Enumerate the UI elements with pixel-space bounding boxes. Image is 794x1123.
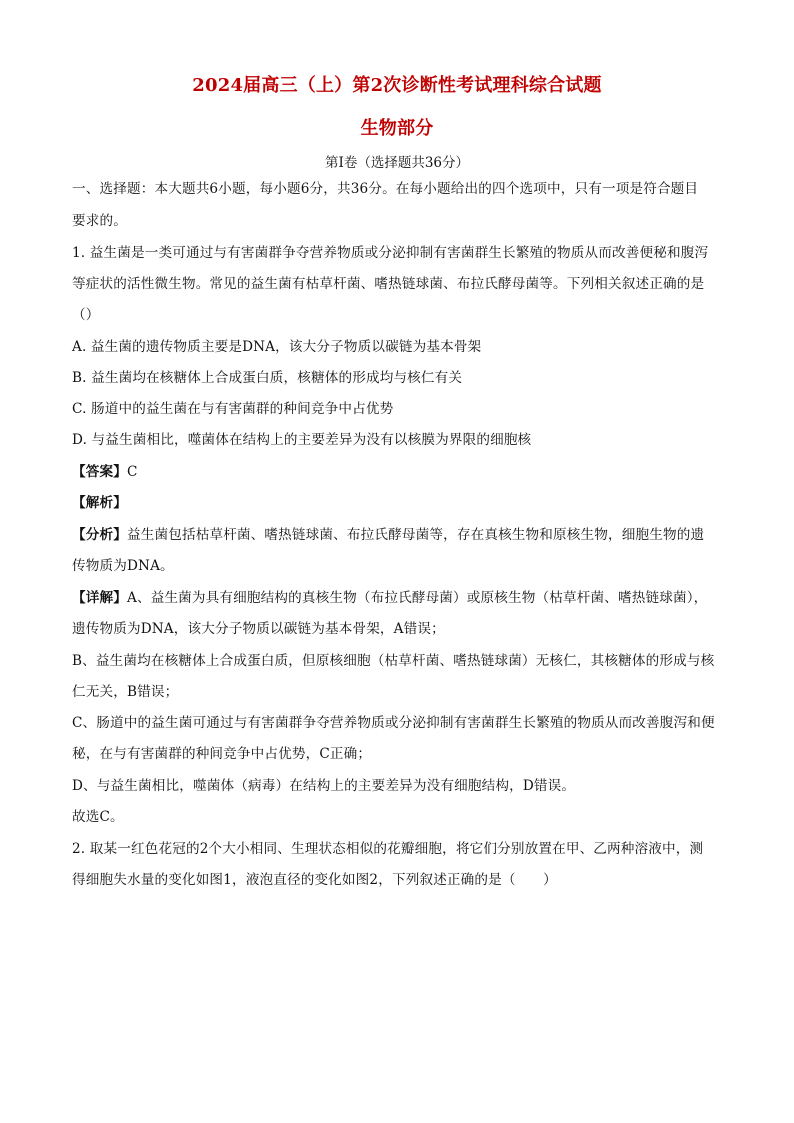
xiangjie-text-1: A、益生菌为具有细胞结构的真核生物（布拉氏酵母菌）或原核生物（枯草杆菌、嗜热链球菌）， [126, 590, 708, 606]
q1-xiangjie-line-2: 遗传物质为DNA，该大分子物质以碳链为基本骨架，A错误； [72, 621, 445, 637]
q1-option-d: D. 与益生菌相比，噬菌体在结构上的主要差异为没有以核膜为界限的细胞核 [72, 432, 532, 448]
q1-explain-b-line-1: B、益生菌均在核糖体上合成蛋白质，但原核细胞（枯草杆菌、嗜热链球菌）无核仁，其核糖体的形成与核 [72, 653, 715, 669]
answer-label: 【答案】 [72, 464, 127, 480]
q1-stem-line-1: 1. 益生菌是一类可通过与有害菌群争夺营养物质或分泌抑制有害菌群生长繁殖的物质从而改善便秘和腹泻 [72, 245, 709, 261]
q1-option-b: B. 益生菌均在核糖体上合成蛋白质，核糖体的形成均与核仁有关 [72, 370, 463, 386]
q2-stem-line-2: 得细胞失水量的变化如图1，液泡直径的变化如图2，下列叙述正确的是（ ） [72, 872, 557, 888]
fenxi-text-1: 益生菌包括枯草杆菌、嗜热链球菌、布拉氏酵母菌等，存在真核生物和原核生物，细胞生物的遗 [126, 527, 705, 543]
answer-value: C [126, 464, 138, 480]
section-heading: 第Ⅰ卷（选择题共36分） [324, 155, 469, 171]
q1-xiangjie-line-1 [72, 589, 732, 607]
q1-fenxi-line-1 [72, 526, 732, 544]
q2-stem-line-1: 2. 取某一红色花冠的2个大小相同、生理状态相似的花瓣细胞，将它们分别放置在甲、乙两种溶液中，测 [72, 841, 704, 857]
analysis-label: 【解析】 [72, 495, 127, 511]
q1-explain-d: D、与益生菌相比，噬菌体（病毒）在结构上的主要差异为没有细胞结构，D错误。 [72, 778, 576, 794]
xiangjie-label: 【详解】 [72, 590, 127, 606]
q1-explain-c-line-2: 秘，在与有害菌群的种间竞争中占优势，C正确； [72, 746, 372, 762]
q1-option-c: C. 肠道中的益生菌在与有害菌群的种间竞争中占优势 [72, 401, 394, 417]
q1-answer [72, 463, 732, 481]
q1-stem-line-3: （） [72, 307, 100, 323]
q1-stem-line-2: 等症状的活性微生物。常见的益生菌有枯草杆菌、嗜热链球菌、布拉氏酵母菌等。下列相关叙述正确的是 [72, 276, 705, 292]
page-subtitle: 生物部分 [360, 118, 434, 139]
q1-analysis-label [72, 494, 732, 512]
q1-option-a: A. 益生菌的遗传物质主要是DNA，该大分子物质以碳链为基本骨架 [72, 339, 482, 355]
instructions-line-1: 一、选择题：本大题共6小题，每小题6分，共36分。在每小题给出的四个选项中，只有一项是符合题目 [72, 181, 699, 197]
fenxi-label: 【分析】 [72, 527, 127, 543]
instructions-line-2: 要求的。 [72, 213, 127, 229]
page-title: 2024届高三（上）第2次诊断性考试理科综合试题 [192, 75, 602, 96]
q1-fenxi-line-2: 传物质为DNA。 [72, 558, 174, 574]
q1-conclusion: 故选C。 [72, 809, 124, 825]
q1-explain-c-line-1: C、肠道中的益生菌可通过与有害菌群争夺营养物质或分泌抑制有害菌群生长繁殖的物质从而改善腹泻和便 [72, 715, 715, 731]
q1-explain-b-line-2: 仁无关，B错误； [72, 684, 179, 700]
